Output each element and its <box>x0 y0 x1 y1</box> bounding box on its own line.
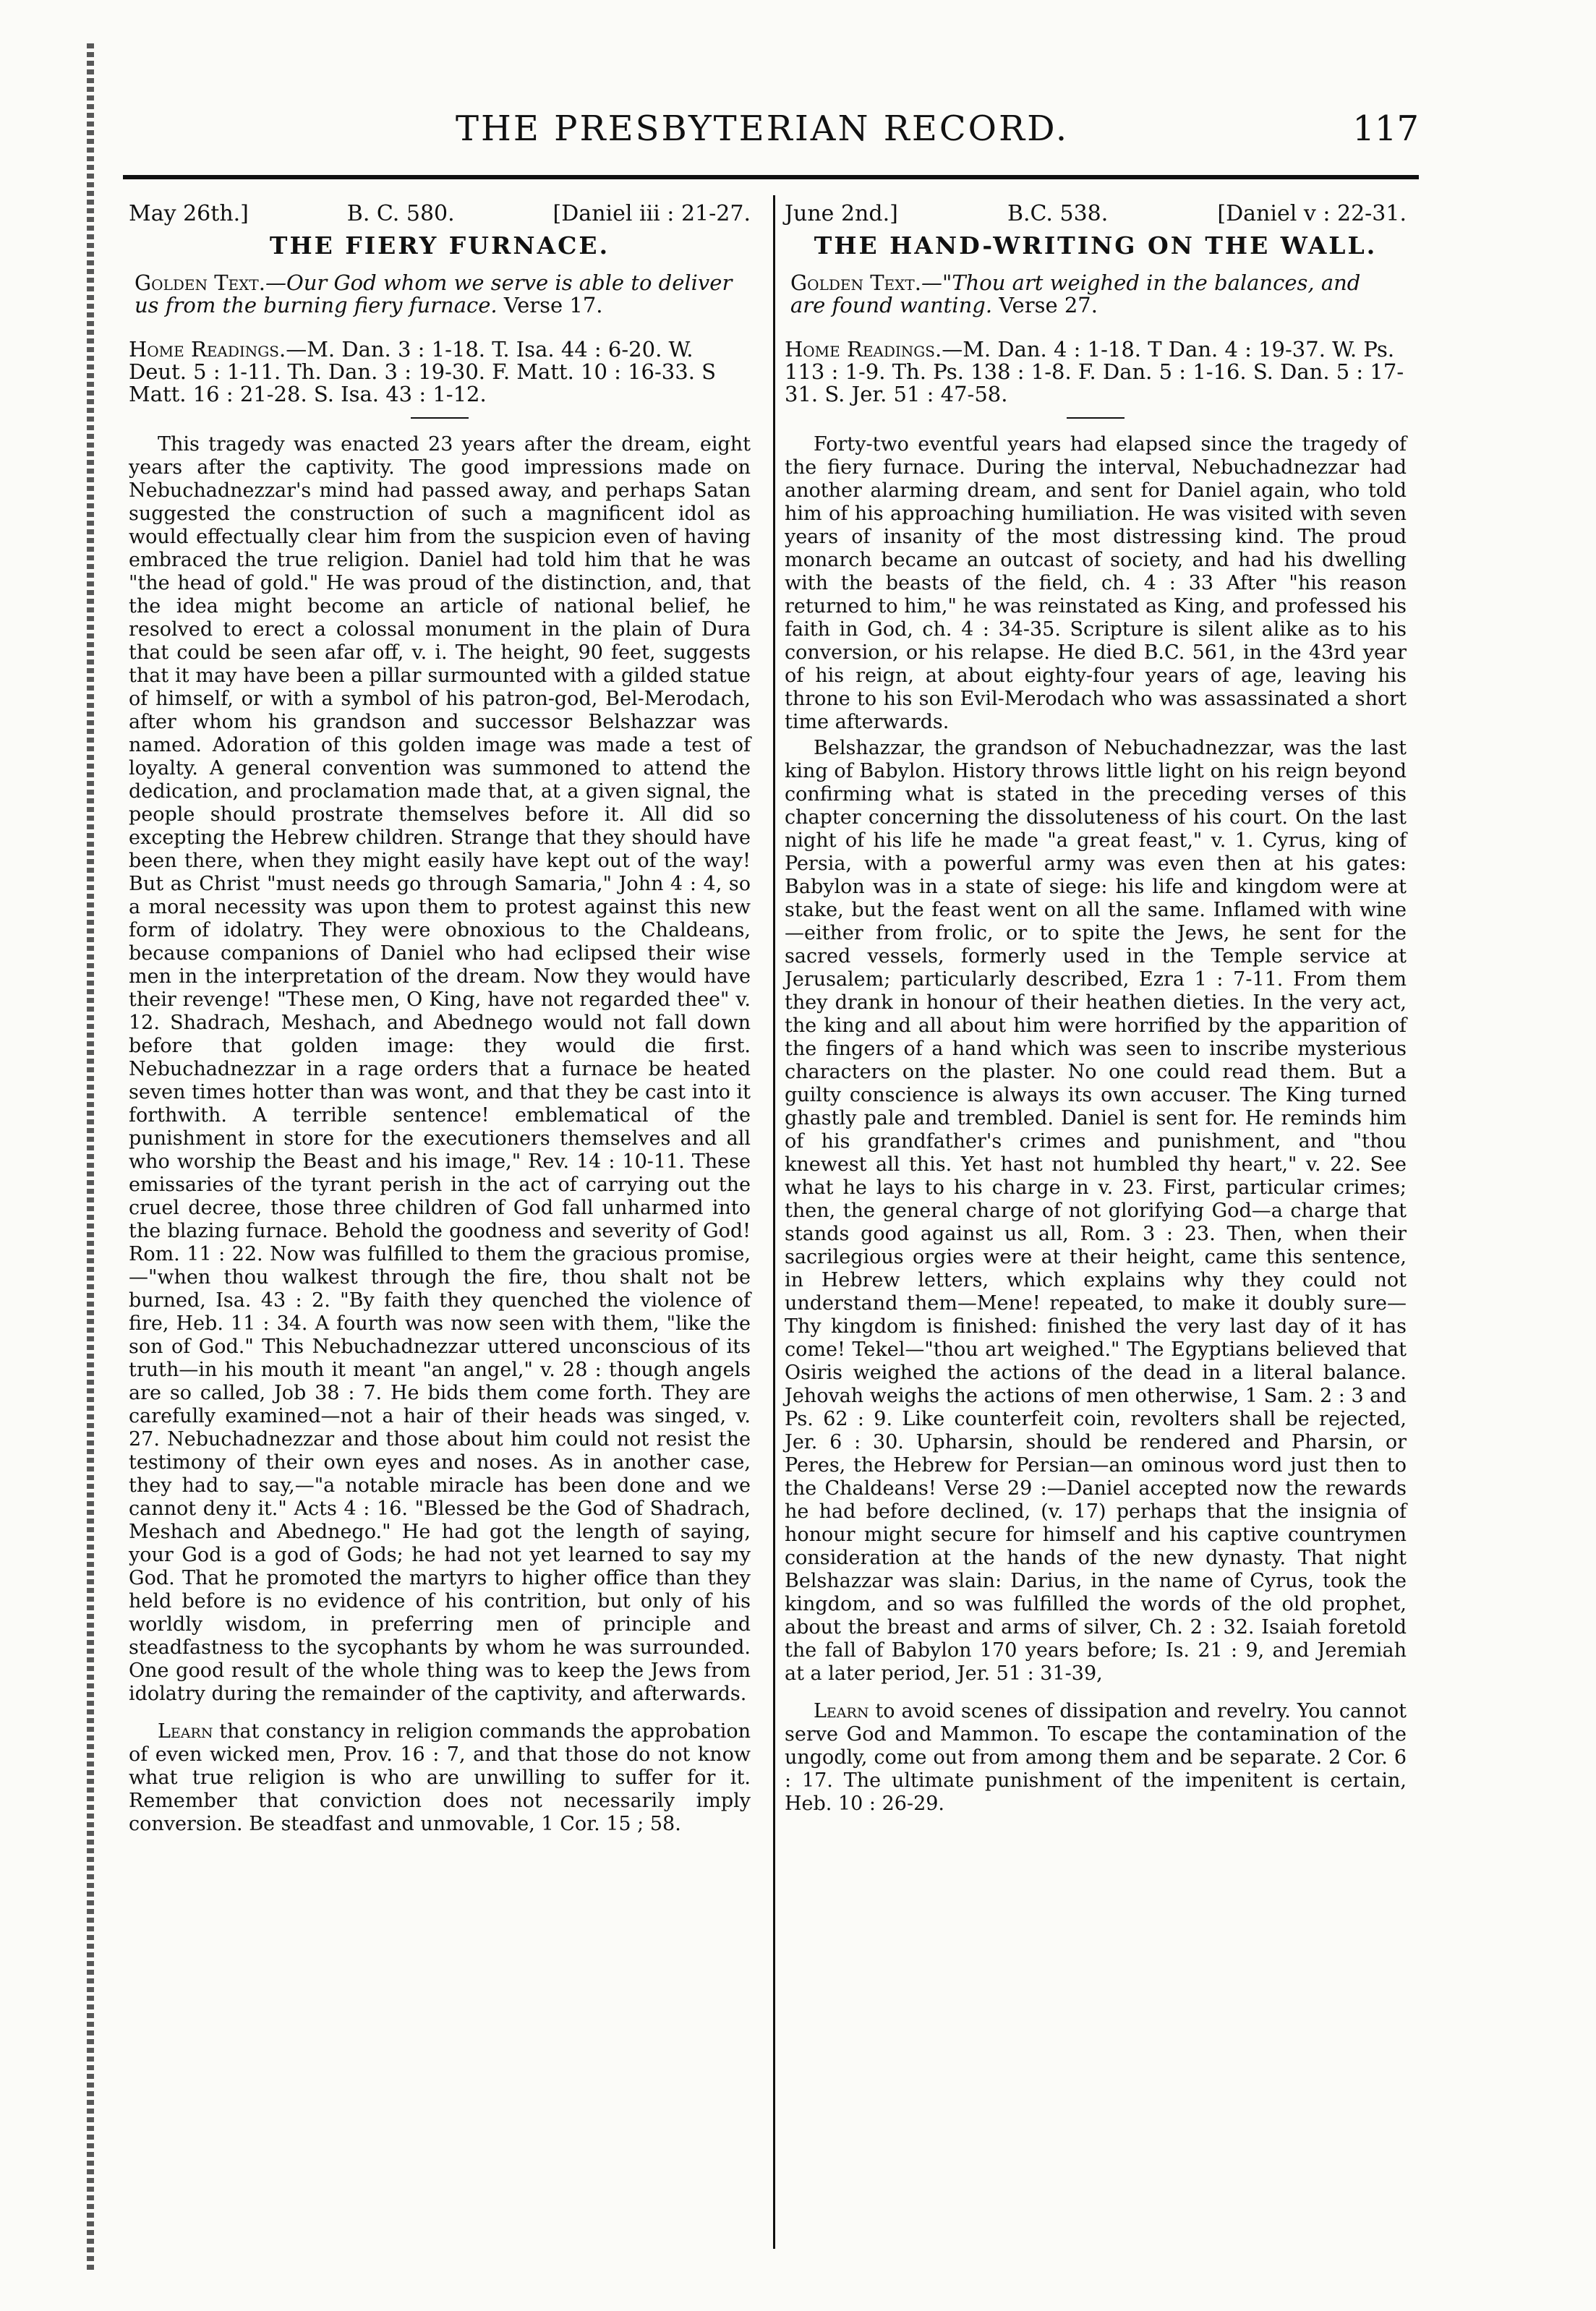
lesson-title: THE FIERY FURNACE. <box>269 231 610 260</box>
home-readings-label: Home Readings. <box>129 337 286 362</box>
golden-text <box>135 272 745 317</box>
lesson-scripture-reference: [Daniel v : 22-31. <box>1217 201 1407 226</box>
learn-paragraph <box>785 1700 1407 1816</box>
right-column <box>785 202 1407 1816</box>
commentary-paragraph: Belshazzar, the grandson of Nebuchadnezzar, was the last king of Babylon. History throws little light on his reign beyond confirming what is stated in the preceding verses of this chapter concerning the dissoluteness of his court. On the last night of his life he made "a great feast," v. 1. Cyrus, king of Persia, with a powerful army was even then at his gates: Babylon was in a state of siege: his life and kingdom were at stake, but the feast went on all the same. Inflamed with wine—either from frolic, or to spite the Jews, he sent for the sacred vessels, formerly used in the Temple service at Jerusalem; particularly described, Ezra 1 : 7-11. From them they drank in honour of their heathen dieties. In the very act, the king and all about him were horrified by the apparition of the fingers of a hand which was seen to inscribe mysterious characters on the plaster. No one could read them. But a guilty conscience is always its own accuser. The King turned ghastly pale and trembled. Daniel is sent for. He reminds him of his grandfather's crimes and punishment, and "thou knewest all this. Yet hast not humbled thy heart," v. 22. See what he lays to his charge in v. 23. First, particular crimes; then, the general charge of not glorifying God—a charge that stands good against us all, Rom. 3 : 23. Then, when their sacrilegious orgies were at their height, came this sentence, in Hebrew letters, which explains why they could not understand them—Mene! repeated, to make it doubly sure—Thy kingdom is finished: finished the very last day of it has come! Tekel—"thou art weighed." The Egyptians believed that Osiris weighed the actions of the dead in a literal balance. Jehovah weighs the actions of men otherwise, 1 Sam. 2 : 3 and Ps. 62 : 9. Like counterfeit coin, revolters shall be rejected, Jer. 6 : 30. Upharsin, should be rendered and Pharsin, or Peres, the Hebrew for Persian—an ominous word just then to the Chaldeans! Verse 29 :—Daniel accepted now the rewards he had before declined, (v. 17) perhaps that the insignia of honour might secure for himself and his captive countrymen consideration at the hands of the new dynasty. That night Belshazzar was slain: Darius, in the name of Cyrus, took the kingdom, and so was fulfilled the words of the old prophet, about the breast and arms of silver, Ch. 2 : 32. Isaiah foretold the fall of Babylon 170 years before; Is. 21 : 9, and Jeremiah at a later period, Jer. 51 : 31-39, <box>785 737 1407 1685</box>
lesson-date: May 26th.] <box>129 201 249 226</box>
learn-paragraph <box>129 1720 751 1836</box>
learn-text: to avoid scenes of dissipation and revelry. You cannot serve God and Mammon. To escape the contamination of the ungodly, come out from among them and be separate. 2 Cor. 6 : 17. The ultimate punishment of the impenitent is certain, Heb. 10 : 26-29. <box>785 1700 1407 1815</box>
home-readings-label: Home Readings. <box>785 337 942 362</box>
home-readings <box>785 338 1407 406</box>
section-rule <box>411 417 469 419</box>
page-number: 117 <box>1352 108 1419 149</box>
golden-text-verse: Verse 27. <box>999 293 1098 317</box>
lesson-date: June 2nd.] <box>785 201 898 226</box>
learn-text: that constancy in religion commands the approbation of even wicked men, Prov. 16 : 7, and that those do not know what true religion is who are unwilling to suffer for it. Remember that conviction does not necessarily imply conversion. Be steadfast and unmovable, 1 Cor. 15 ; 58. <box>129 1720 751 1835</box>
lesson-year: B. C. 580. <box>346 201 455 226</box>
golden-text-label: Golden Text. <box>135 270 265 295</box>
golden-text-quote: —"Thou art weighed in the balances, and are found wanting. <box>790 270 1361 317</box>
lesson-year: B.C. 538. <box>1007 201 1109 226</box>
lesson-reference-line <box>129 202 751 226</box>
column-divider <box>773 195 775 2249</box>
left-column <box>129 202 751 1836</box>
lesson-reference-line <box>785 202 1407 226</box>
golden-text-quote: —Our God whom we serve is able to deliver us from the burning fiery furnace. <box>135 270 733 317</box>
golden-text-verse: Verse 17. <box>503 293 603 317</box>
golden-text <box>790 272 1401 317</box>
learn-label: Learn <box>814 1700 869 1722</box>
learn-label: Learn <box>158 1720 213 1743</box>
golden-text-label: Golden Text. <box>790 270 921 295</box>
page-title: THE PRESBYTERIAN RECORD. <box>456 108 1070 149</box>
lesson-commentary <box>129 433 751 1706</box>
home-readings-list: —M. Dan. 4 : 1-18. T Dan. 4 : 19-37. W. Ps. 113 : 1-9. Th. Ps. 138 : 1-8. F. Dan. 5 : 1-16. S. Dan. 5 : 17-31. S. Jer. 51 : 47-58. <box>785 337 1404 406</box>
lesson-title: THE HAND-WRITING ON THE WALL. <box>814 231 1378 260</box>
header-rule <box>123 175 1419 179</box>
home-readings <box>129 338 751 406</box>
commentary-paragraph: This tragedy was enacted 23 years after the dream, eight years after the captivity. The good impressions made on Nebuchadnezzar's mind had passed away, and perhaps Satan suggested the construction of such a magnificent idol as would effectually clear him from the suspicion even of having embraced the true religion. Daniel had told him that he was "the head of gold." He was proud of the distinction, and, that the idea might become an article of national belief, he resolved to erect a colossal monument in the plain of Dura that could be seen afar off, v. i. The height, 90 feet, suggests that it may have been a pillar surmounted with a gilded statue of himself, or with a symbol of his patron-god, Bel-Merodach, after whom his grandson and successor Belshazzar was named. Adoration of this golden image was made a test of loyalty. A general convention was summoned to attend the dedication, and proclamation made that, at a given signal, the people should prostrate themselves before it. All did so excepting the Hebrew children. Strange that they should have been there, when they might easily have kept out of the way! But as Christ "must needs go through Samaria," John 4 : 4, so a moral necessity was upon them to protest against this new form of idolatry. They were obnoxious to the Chaldeans, because companions of Daniel who had eclipsed their wise men in the interpretation of the dream. Now they would have their revenge! "These men, O King, have not regarded thee" v. 12. Shadrach, Meshach, and Abednego would not fall down before that golden image: they would die first. Nebuchadnezzar in a rage orders that a furnace be heated seven times hotter than was wont, and that they be cast into it forthwith. A terrible sentence! emblematical of the punishment in store for the executioners themselves and all who worship the Beast and his image," Rev. 14 : 10-11. These emissaries of the tyrant perish in the act of carrying out the cruel decree, those three children of God fall unharmed into the blazing furnace. Behold the goodness and severity of God! Rom. 11 : 22. Now was fulfilled to them the gracious promise,—"when thou walkest through the fire, thou shalt not be burned, Isa. 43 : 2. "By faith they quenched the violence of fire, Heb. 11 : 34. A fourth was now seen with them, "like the son of God." This Nebuchadnezzar uttered unconscious of its truth—in his mouth it meant "an angel," v. 28 : though angels are so called, Job 38 : 7. He bids them come forth. They are carefully examined—not a hair of their heads was singed, v. 27. Nebuchadnezzar and those about him could not resist the testimony of their own eyes and noses. As in another case, they had to say,—"a notable miracle has been done and we cannot deny it." Acts 4 : 16. "Blessed be the God of Shadrach, Meshach and Abednego." He had got the length of saying, your God is a god of Gods; he had not yet learned to say my God. That he promoted the martyrs to higher office than they held before is no evidence of his contrition, but only of his worldly wisdom, in preferring men of principle and steadfastness to the sycophants by whom he was surrounded. One good result of the whole thing was to keep the Jews from idolatry during the remainder of the captivity, and afterwards. <box>129 433 751 1705</box>
section-rule <box>1067 417 1125 419</box>
lesson-scripture-reference: [Daniel iii : 21-27. <box>552 201 751 226</box>
home-readings-list: —M. Dan. 3 : 1-18. T. Isa. 44 : 6-20. W. Deut. 5 : 1-11. Th. Dan. 3 : 19-30. F. Matt. 10 : 16-33. S Matt. 16 : 21-28. S. Isa. 43 : 1-12. <box>129 337 717 406</box>
page-binding-edge <box>87 43 94 2271</box>
lesson-commentary <box>785 433 1407 1686</box>
commentary-paragraph: Forty-two eventful years had elapsed since the tragedy of the fiery furnace. During the interval, Nebuchadnezzar had another alarming dream, and sent for Daniel again, who told him of his approaching humiliation. He was visited with seven years of insanity of the most distressing kind. The proud monarch became an outcast of society, and had his dwelling with the beasts of the field, ch. 4 : 33 After "his reason returned to him," he was reinstated as King, and professed his faith in God, ch. 4 : 34-35. Scripture is silent alike as to his conversion, or his relapse. He died B.C. 561, in the 43rd year of his reign, at about eighty-four years of age, leaving his throne to his son Evil-Merodach who was assassinated a short time afterwards. <box>785 433 1407 733</box>
